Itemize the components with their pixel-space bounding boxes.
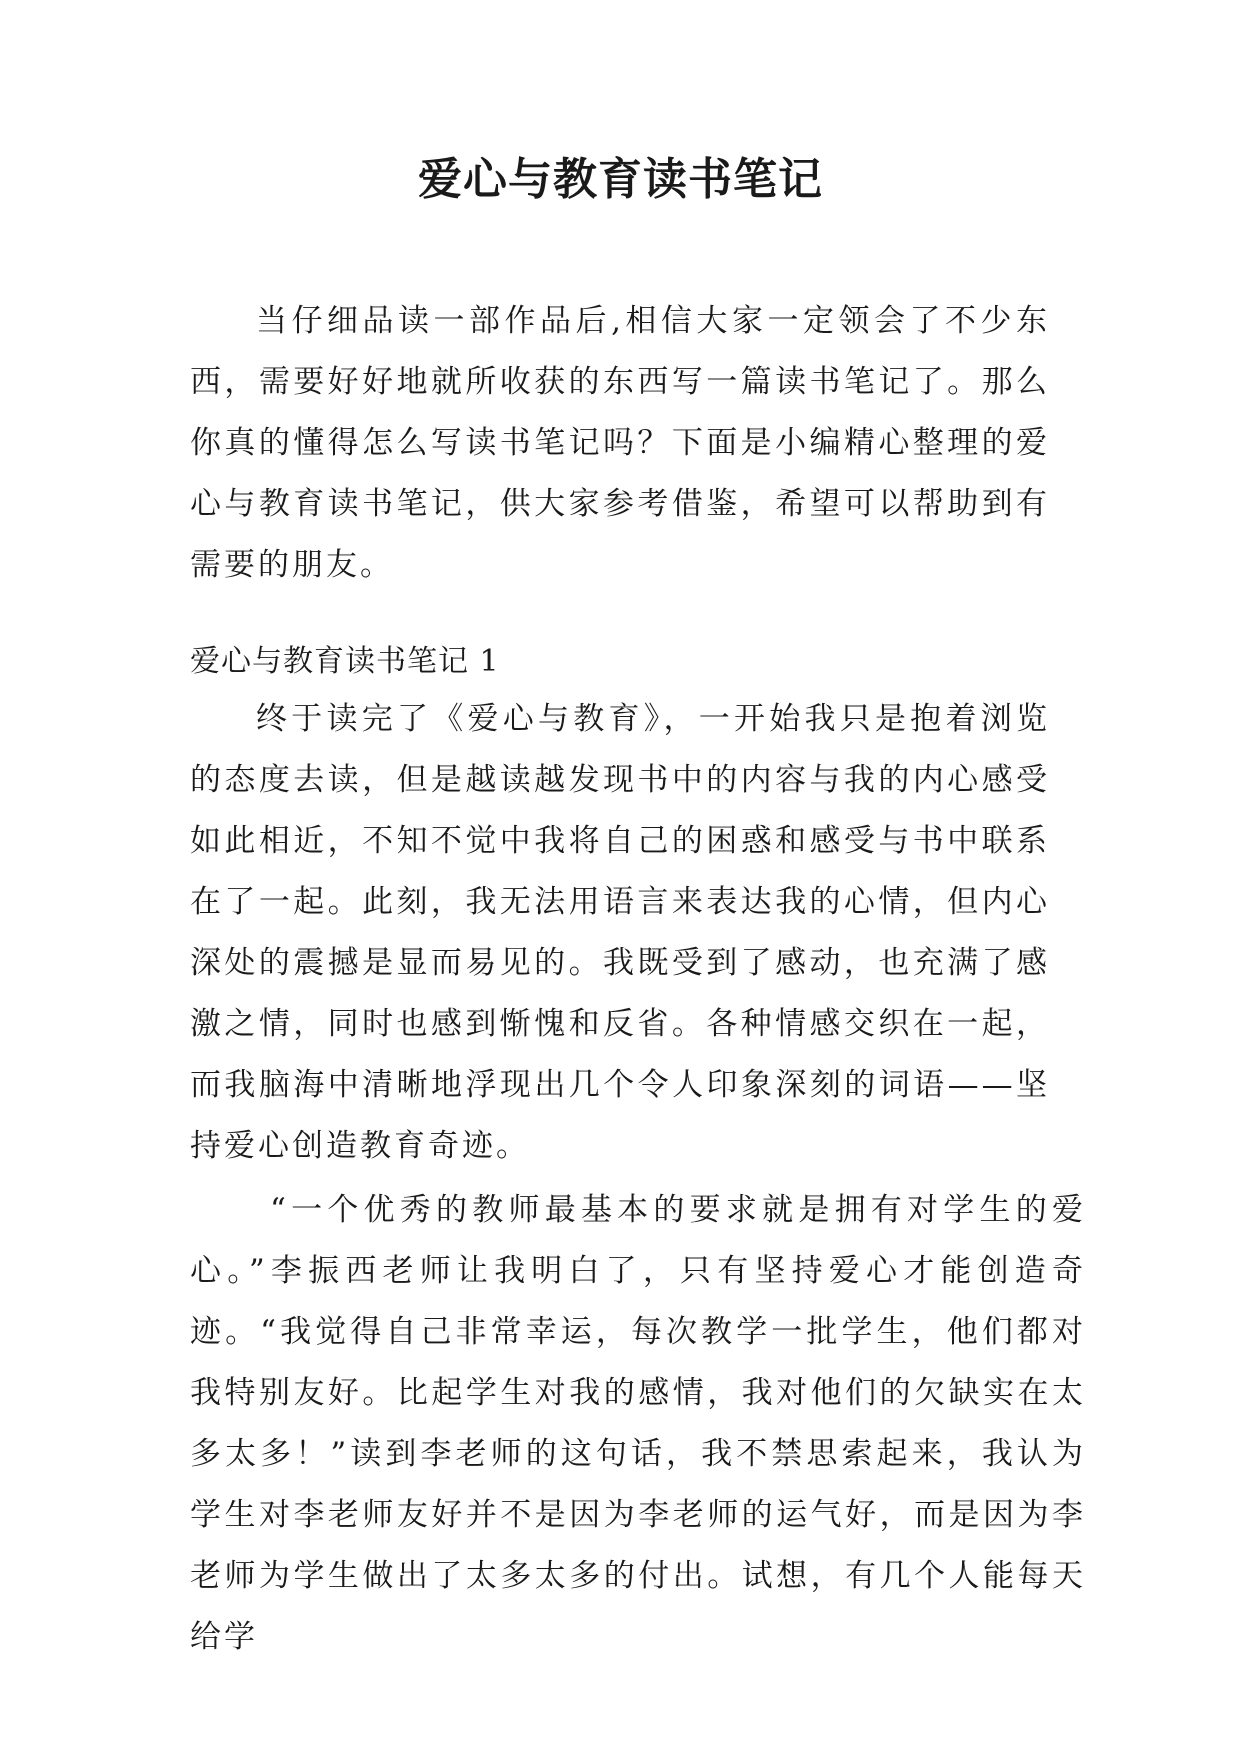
document-title: 爱心与教育读书笔记 xyxy=(418,154,823,205)
section-heading: 爱心与教育读书笔记 1 xyxy=(190,644,500,679)
body-paragraph-1: 终于读完了《爱心与教育》，一开始我只是抱着浏览的态度去读，但是越读越发现书中的内容与我的内心感受如此相近，不知不觉中我将自己的困惑和感受与书中联系在了一起。此刻，我无法用语言来表达我的心情，但内心深处的震撼是显而易见的。我既受到了感动，也充满了感激之情，同时也感到惭愧和反省。各种情感交织在一起，而我脑海中清晰地浮现出几个令人印象深刻的词语——坚持爱心创造教育奇迹。 xyxy=(190,701,1050,1164)
intro-paragraph: 当仔细品读一部作品后,相信大家一定领会了不少东西，需要好好地就所收获的东西写一篇读书笔记了。那么你真的懂得怎么写读书笔记吗？下面是小编精心整理的爱心与教育读书笔记，供大家参考借鉴，希望可以帮助到有需要的朋友。 xyxy=(190,303,1050,583)
body-paragraph-2: “一个优秀的教师最基本的要求就是拥有对学生的爱心。”李振西老师让我明白了，只有坚持爱心才能创造奇迹。“我觉得自己非常幸运，每次教学一批学生，他们都对我特别友好。比起学生对我的感情，我对他们的欠缺实在太多太多！”读到李老师的这句话，我不禁思索起来，我认为学生对李老师友好并不是因为李老师的运气好，而是因为李老师为学生做出了太多太多的付出。试想，有几个人能每天给学 xyxy=(190,1192,1086,1655)
